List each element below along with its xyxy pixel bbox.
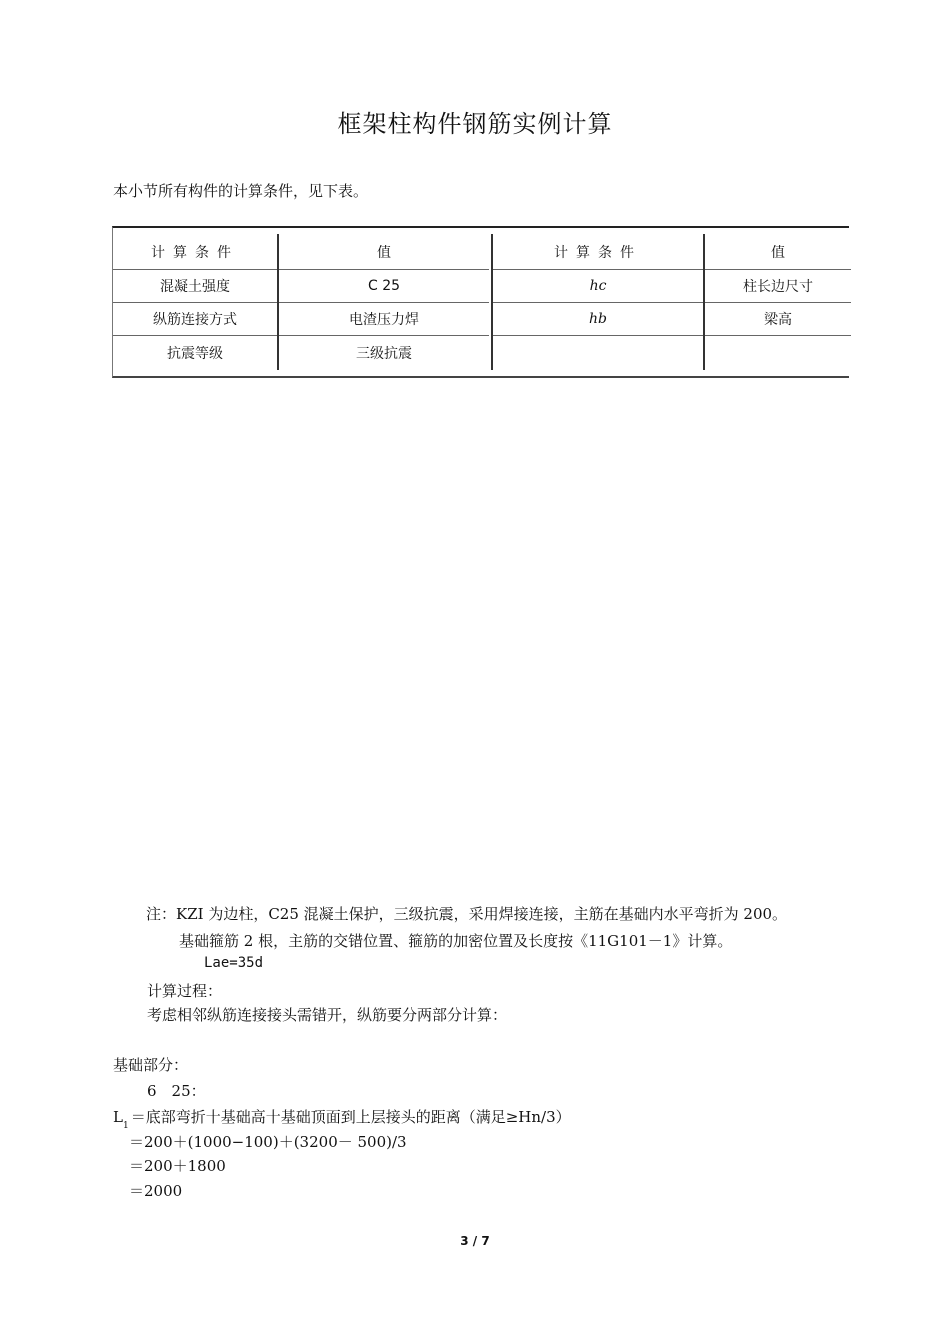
condition-cell: 抗震等级	[113, 335, 279, 370]
table-row	[493, 302, 851, 336]
value-cell: C 25	[367, 277, 401, 294]
table-row	[113, 335, 489, 370]
header-value: 值	[377, 244, 391, 261]
condition-cell: 纵筋连接方式	[113, 302, 279, 335]
header-condition: 计算条件	[113, 234, 279, 269]
formula-subscript: 1	[122, 1121, 129, 1131]
formula-step-3: ＝2000	[129, 1182, 183, 1200]
value-cell	[705, 335, 851, 370]
calc-process-text: 考虑相邻纵筋连接接头需错开，纵筋要分两部分计算：	[147, 1006, 508, 1024]
condition-cell: hc	[493, 269, 705, 302]
table-row	[493, 335, 851, 370]
formula-step-1: ＝200＋(1000−100)＋(3200－ 500)/3	[129, 1133, 407, 1151]
formula-text: ＝底部弯折十基础高十基础顶面到上层接头的距离（满足≥Hn/3）	[130, 1108, 571, 1126]
header-condition: 计算条件	[493, 234, 705, 269]
note-line-2: 基础箍筋 2 根，主筋的交错位置、箍筋的加密位置及长度按《11G101－1》计算。	[179, 932, 733, 950]
page-number: 3 / 7	[460, 1234, 490, 1248]
formula-line	[113, 1106, 571, 1131]
conditions-table	[112, 226, 849, 378]
note-line-1: 注：KZI 为边柱，C25 混凝土保护，三级抗震，采用焊接连接，主筋在基础内水平弯折为 200。	[146, 905, 788, 923]
table-header-row	[493, 234, 851, 270]
table-row	[493, 269, 851, 303]
foundation-heading: 基础部分：	[113, 1056, 189, 1074]
formula-symbol: L	[113, 1108, 123, 1126]
bar-spec: 6 25：	[147, 1082, 206, 1100]
header-value: 值	[771, 244, 785, 261]
table-header-row	[113, 234, 489, 270]
condition-cell	[493, 335, 705, 370]
condition-cell: 混凝土强度	[113, 269, 279, 302]
calc-process-label: 计算过程：	[147, 982, 223, 1000]
table-right-half	[491, 234, 851, 370]
value-cell: 梁高	[764, 311, 792, 328]
value-cell: 柱长边尺寸	[743, 278, 813, 295]
document-title: 框架柱构件钢筋实例计算	[337, 110, 613, 138]
value-cell: 电渣压力焊	[349, 311, 419, 328]
note-lae: Lae=35d	[204, 955, 264, 971]
value-cell: 三级抗震	[356, 345, 412, 362]
intro-text: 本小节所有构件的计算条件，见下表。	[113, 182, 369, 200]
condition-cell: hb	[493, 302, 705, 335]
table-left-half	[113, 234, 489, 370]
table-row	[113, 269, 489, 303]
formula-step-2: ＝200＋1800	[129, 1157, 226, 1175]
table-row	[113, 302, 489, 336]
